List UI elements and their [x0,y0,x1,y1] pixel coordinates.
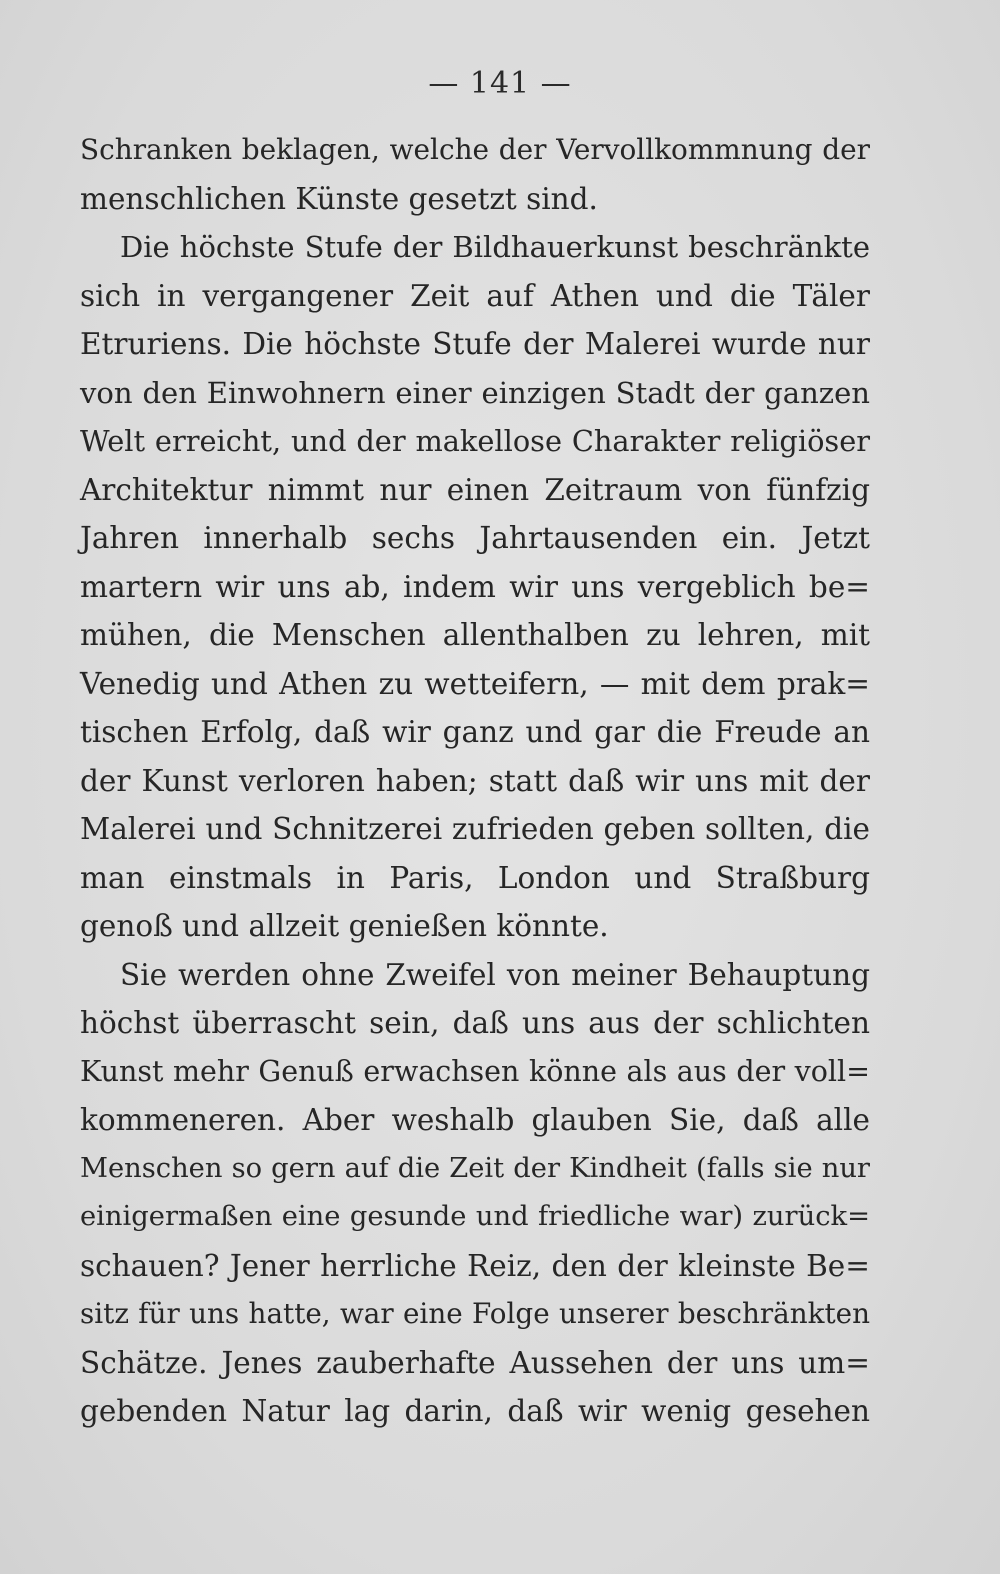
text-line: von den Einwohnern einer einzigen Stadt der ganzen [80,375,870,410]
text-line: Malerei und Schnitzerei zufrieden geben sollten, die [80,812,870,846]
text-line: Kunst mehr Genuß erwachsen könne als aus der voll= [80,1054,870,1088]
page-number: — 141 — [428,66,572,101]
text-line: Die höchste Stufe der Bildhauerkunst beschränkte [120,230,870,264]
text-line: tischen Erfolg, daß wir ganz und gar die Freude an [80,715,870,749]
text-line: Schranken beklagen, welche der Vervollkommnung der [80,133,870,166]
text-line: kommeneren. Aber weshalb glauben Sie, daß alle [80,1103,870,1137]
body-text [80,126,870,1436]
text-line: sich in vergangener Zeit auf Athen und die Täler [80,278,870,313]
text-line: mühen, die Menschen allenthalben zu lehren, mit [80,618,870,652]
text-line: menschlichen Künste gesetzt sind. [80,181,598,216]
text-line: einigermaßen eine gesunde und friedliche war) zurück= [80,1201,870,1232]
text-line: Schätze. Jenes zauberhafte Aussehen der uns um= [80,1345,870,1380]
text-line: höchst überrascht sein, daß uns aus der schlichten [80,1006,870,1040]
text-line: genoß und allzeit genießen könnte. [80,909,609,943]
text-line: martern wir uns ab, indem wir uns vergeblich be= [80,569,870,604]
text-line: man einstmals in Paris, London und Straßburg [80,860,870,895]
text-line: Jahren innerhalb sechs Jahrtausenden ein. Jetzt [80,521,870,555]
text-line: Welt erreicht, und der makellose Charakter religiöser [80,424,870,458]
text-line: Sie werden ohne Zweifel von meiner Behauptung [120,957,870,992]
text-line: Etruriens. Die höchste Stufe der Malerei wurde nur [80,327,870,361]
text-line: schauen? Jener herrliche Reiz, den der kleinste Be= [80,1248,870,1283]
text-line: sitz für uns hatte, war eine Folge unserer beschränkten [80,1297,870,1330]
text-line: Menschen so gern auf die Zeit der Kindheit (falls sie nur [80,1152,870,1184]
text-line: der Kunst verloren haben; statt daß wir uns mit der [80,763,870,798]
text-line: gebenden Natur lag darin, daß wir wenig gesehen [80,1394,870,1428]
text-line: Architektur nimmt nur einen Zeitraum von fünfzig [80,472,870,507]
text-line: Venedig und Athen zu wetteifern, — mit dem prak= [80,666,870,701]
